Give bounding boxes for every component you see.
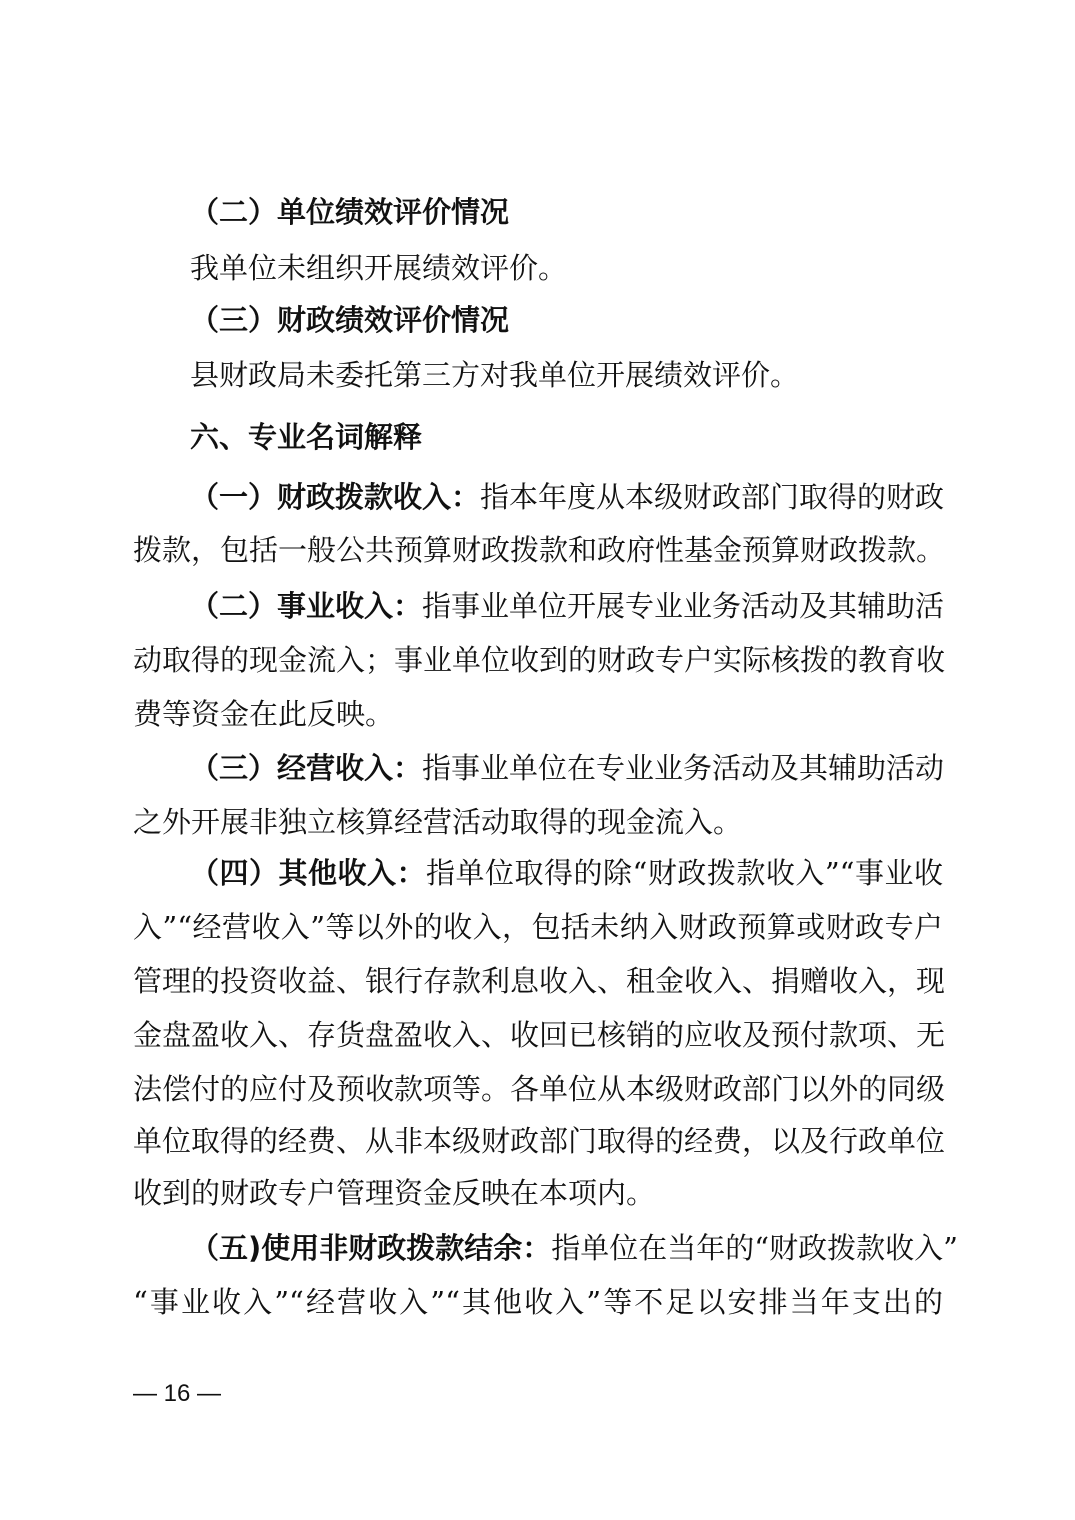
heading-unit-evaluation <box>190 194 943 230</box>
line-text: 县财政局未委托第三方对我单位开展绩效评价。 <box>190 358 800 392</box>
paragraph-line <box>133 1071 946 1107</box>
term-label: （一）财政拨款收入： <box>190 480 481 514</box>
term-label: （二）事业收入： <box>190 589 423 623</box>
line-text: “事业收入”“经营收入”“其他收入”等不足以安排当年支出的 <box>133 1285 943 1319</box>
heading-text: （二）单位绩效评价情况 <box>190 195 510 229</box>
paragraph-line <box>133 696 943 732</box>
line-text: 指本年度从本级财政部门取得的财政 <box>480 480 945 514</box>
term-label: （三）经营收入： <box>190 751 423 785</box>
line-text: 拨款，包括一般公共预算财政拨款和政府性基金预算财政拨款。 <box>133 533 946 567</box>
paragraph-line <box>133 532 946 568</box>
paragraph-line <box>190 855 943 891</box>
paragraph-line <box>190 357 943 393</box>
paragraph-line <box>190 250 943 286</box>
line-text: 金盘盈收入、存货盘盈收入、收回已核销的应收及预付款项、无 <box>133 1018 946 1052</box>
paragraph-line <box>133 1175 943 1211</box>
paragraph-line <box>190 750 943 786</box>
heading-finance-evaluation <box>190 302 943 338</box>
line-text: 收到的财政专户管理资金反映在本项内。 <box>133 1176 656 1210</box>
term-label: （四）其他收入： <box>190 856 427 890</box>
line-text: 指事业单位在专业业务活动及其辅助活动 <box>422 751 945 785</box>
line-text: 动取得的现金流入；事业单位收到的财政专户实际核拨的教育收 <box>133 643 946 677</box>
line-text: 指事业单位开展专业业务活动及其辅助活 <box>422 589 945 623</box>
paragraph-line <box>190 1230 958 1266</box>
line-text: 管理的投资收益、银行存款利息收入、租金收入、捐赠收入，现 <box>133 964 946 998</box>
line-text: 我单位未组织开展绩效评价。 <box>190 251 568 285</box>
line-text: 费等资金在此反映。 <box>133 697 395 731</box>
paragraph-line <box>133 642 946 678</box>
paragraph-line <box>133 1284 943 1320</box>
paragraph-line <box>133 909 943 945</box>
heading-text: （三）财政绩效评价情况 <box>190 303 510 337</box>
paragraph-line <box>190 588 943 624</box>
section-heading-terms <box>190 419 943 455</box>
line-text: 入”“经营收入”等以外的收入，包括未纳入财政预算或财政专户 <box>133 910 943 944</box>
term-label: （五)使用非财政拨款结余： <box>190 1231 552 1265</box>
line-text: 指单位取得的除“财政拨款收入”“事业收 <box>426 856 943 890</box>
line-text: 单位取得的经费、从非本级财政部门取得的经费，以及行政单位 <box>133 1124 946 1158</box>
page-number: — 16 — <box>133 1380 222 1407</box>
paragraph-line <box>133 804 943 840</box>
paragraph-line <box>133 1123 946 1159</box>
line-text: 法偿付的应付及预收款项等。各单位从本级财政部门以外的同级 <box>133 1072 946 1106</box>
paragraph-line <box>190 479 943 515</box>
paragraph-line <box>133 963 946 999</box>
heading-text: 六、专业名词解释 <box>190 420 423 454</box>
paragraph-line <box>133 1017 946 1053</box>
line-text: 之外开展非独立核算经营活动取得的现金流入。 <box>133 805 743 839</box>
line-text: 指单位在当年的“财政拨款收入” <box>551 1231 958 1265</box>
